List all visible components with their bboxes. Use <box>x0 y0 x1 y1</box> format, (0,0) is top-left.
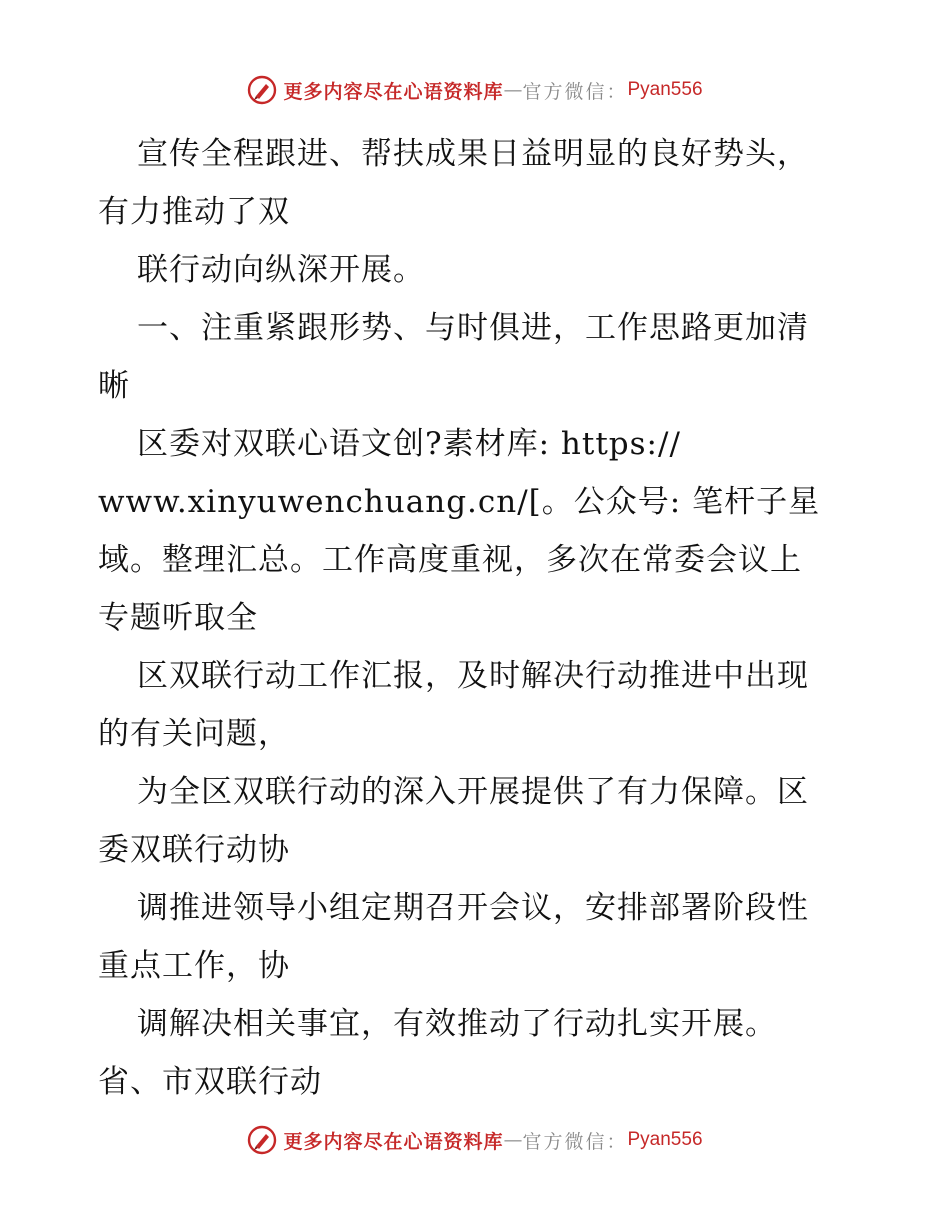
body-line: 重点工作，协 <box>98 948 290 984</box>
body-line: 省、市双联行动 <box>98 1064 322 1100</box>
pen-nib-logo-icon <box>247 75 277 105</box>
header-wechat-id: Pyan556 <box>627 79 703 100</box>
footer-banner <box>0 1120 950 1160</box>
header-sub-text: 官方微信： <box>522 80 628 103</box>
body-line: 域。整理汇总。工作高度重视，多次在常委会议上 <box>98 542 802 578</box>
body-line: 为全区双联行动的深入开展提供了有力保障。区 <box>137 774 809 810</box>
body-line: 调解决相关事宜，有效推动了行动扎实开展。 <box>137 1006 777 1042</box>
body-line: www.xinyuwenchuang.cn/[。公众号: 笔杆子星 <box>98 484 821 520</box>
section-heading-cont: 晰 <box>98 368 130 404</box>
document-body <box>98 125 858 1111</box>
section-heading: 一、注重紧跟形势、与时俱进，工作思路更加清 <box>137 310 809 346</box>
footer-main-text: 更多内容尽在心语资料库 <box>283 1130 504 1153</box>
body-line: 区委对双联心语文创?素材库: https:// <box>137 426 681 462</box>
body-line: 调推进领导小组定期召开会议，安排部署阶段性 <box>137 890 809 926</box>
footer-sub-text: 官方微信： <box>522 1130 628 1153</box>
footer-dash: — <box>503 1129 523 1151</box>
pen-nib-logo-icon <box>247 1125 277 1155</box>
header-main-text: 更多内容尽在心语资料库 <box>283 80 504 103</box>
footer-wechat-id: Pyan556 <box>627 1129 703 1150</box>
body-line: 有力推动了双 <box>98 194 290 230</box>
body-line: 联行动向纵深开展。 <box>137 252 425 288</box>
header-banner <box>0 70 950 110</box>
body-line: 区双联行动工作汇报，及时解决行动推进中出现 <box>137 658 809 694</box>
body-line: 委双联行动协 <box>98 832 290 868</box>
header-dash: — <box>503 79 523 101</box>
body-line: 宣传全程跟进、帮扶成果日益明显的良好势头， <box>137 136 809 172</box>
body-line: 的有关问题， <box>98 716 290 752</box>
body-line: 专题听取全 <box>98 600 258 636</box>
